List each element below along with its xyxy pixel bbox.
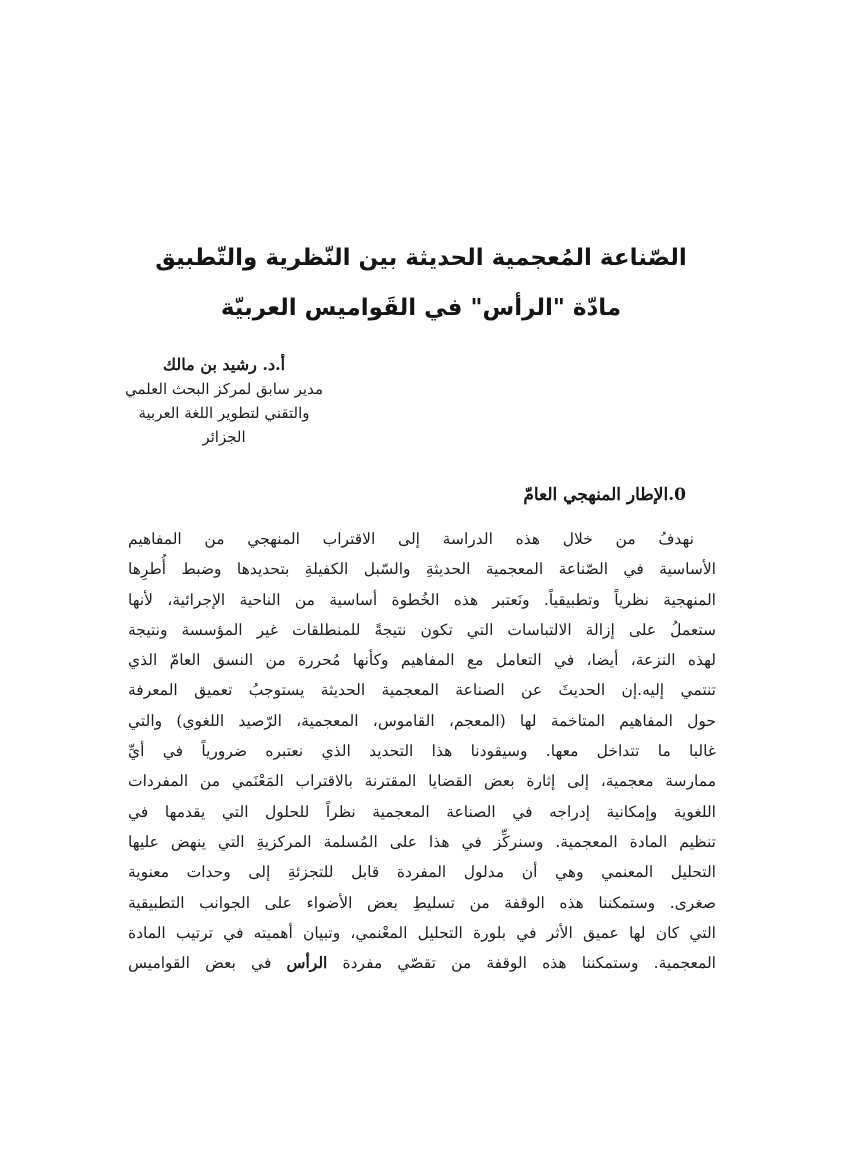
body-line: التي كان لها عميق الأثر في بلورة التحليل المعْنمي، وتبيان أهميته في ترتيب المادة (128, 923, 716, 942)
body-line: التحليل المعنمي وهي أن مدلول المفردة قابل للتجزئةِ إلى وحدات معنوية (128, 863, 716, 882)
body-line: الأساسية في الصّناعة المعجمية الحديثةِ والسّبل الكفيلةِ بتحديدها وضبط أُطرِها (128, 560, 716, 579)
paper-subtitle: مادّة "الرأس" في القَواميس العربيّة (220, 295, 622, 321)
body-line: لهذه النزعة، أيضا، في التعامل مع المفاهيم وكأنها مُحررة من النسق العامّ الذي (128, 651, 716, 670)
body-line: حول المفاهيم المتاخمة لها (المعجم، القاموس، المعجمية، الرّصيد اللغوي) والتي (128, 711, 716, 730)
author-name: أ.د. رشيد بن مالك (162, 355, 286, 374)
body-last-line-start: المعجمية. وستمكننا هذه الوقفة من تقصّي مفردة (327, 954, 716, 973)
body-line: ستعملُ على إزالة الالتباسات التي تكون نتيجةً للمنطلقات غير المؤسسة ونتيجة (128, 620, 716, 639)
body-line: تنتمي إليه.إن الحديثَ عن الصناعة المعجمية الحديثة يستوجبُ تعميق المعرفة (128, 681, 716, 700)
body-line: غالبا ما تتداخل معها. وسيقودنا هذا التحديد الذي نعتبره ضرورياً في أيِّ (128, 742, 716, 761)
body-line: صغرى. وستمكننا هذه الوقفة من تسليطِ بعض الأضواء على الجوانب التطبيقية (128, 893, 716, 912)
section-heading: 0.الإطار المنهجي العامّ (523, 485, 686, 505)
author-location: الجزائر (202, 428, 246, 446)
body-line: المنهجية نظرياً وتطبيقياً. ونَعتبر هذه الخُطوة أساسية من الناحية الإجرائية، لأنها (128, 590, 716, 609)
body-line: تنظيم المادة المعجمية. وسنركِّز في هذا على المُسلمة المركزيةِ التي ينهض عليها (128, 832, 716, 851)
body-paragraph (128, 524, 716, 978)
paper-title: الصّناعة المُعجمية الحديثة بين النّظرية والتّطبيق (155, 245, 687, 271)
body-line: نهدفُ من خلال هذه الدراسة إلى الاقتراب المنهجي من المفاهيم (128, 530, 694, 548)
body-line: اللغوية وإمكانية إدراجه في الصناعة المعجمية نظراً للحلول التي يقدمها في (128, 802, 716, 821)
title-block (100, 243, 742, 323)
body-last-line-end: في بعض القواميس (128, 954, 287, 973)
bold-term-alras: الرأس (286, 953, 328, 973)
body-line: ممارسة معجمية، إلى إثارة بعض القضايا المقترنة بالاقتراب المَعْنَمي من المفردات (128, 772, 716, 791)
author-block (94, 353, 354, 449)
author-affiliation-line-2: والتقني لتطوير اللغة العربية (138, 404, 310, 422)
body-last-line (128, 948, 716, 978)
author-affiliation-line-1: مدير سابق لمركز البحث العلمي (125, 380, 323, 398)
